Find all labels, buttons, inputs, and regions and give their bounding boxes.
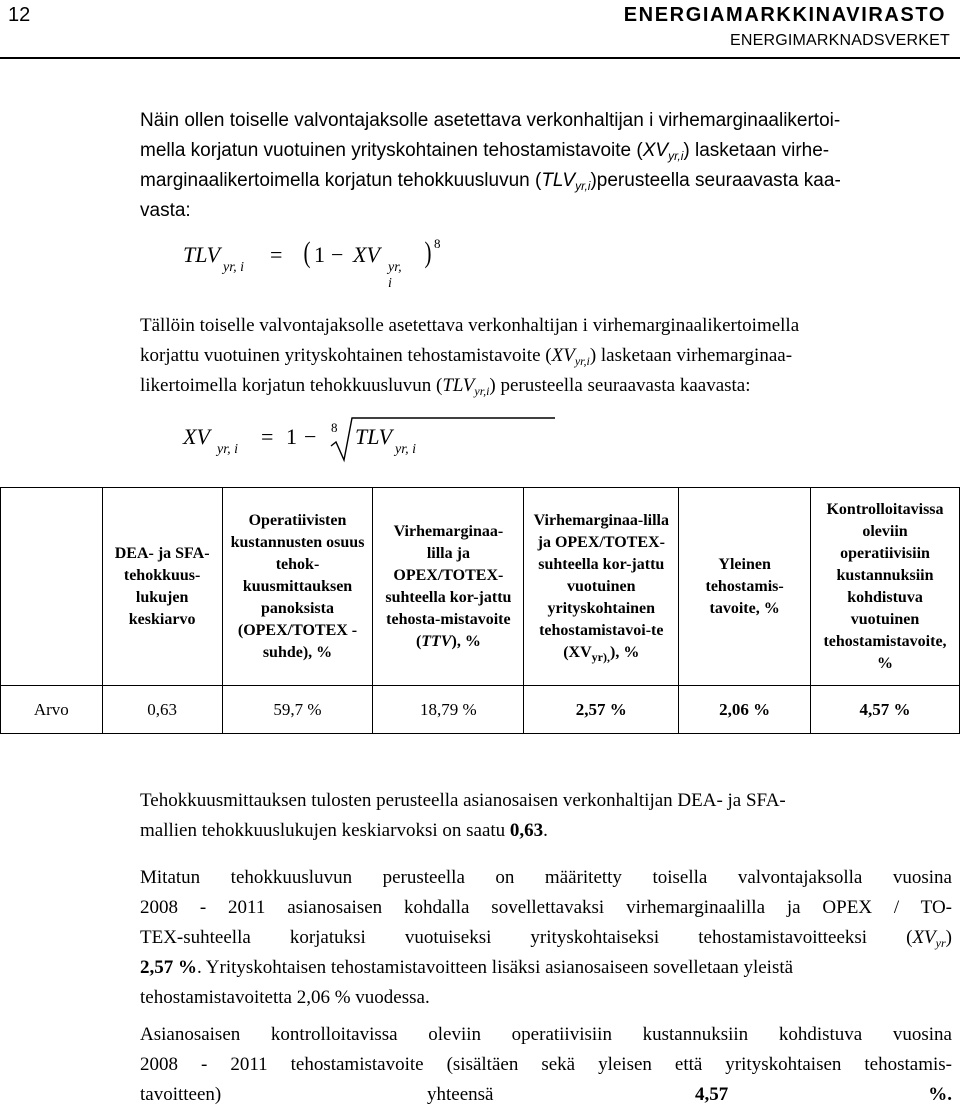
paragraph-2 — [140, 311, 952, 401]
table-cell: 59,7 % — [222, 686, 373, 734]
header-subtitle: ENERGIMARKNADSVERKET — [729, 32, 950, 49]
para4-line-1: Mitatun tehokkuusluvun perusteella on määritetty toisella valvontajaksolla vuosina — [140, 867, 952, 888]
table-header-row — [1, 488, 960, 686]
para5-line-3: tavoitteen) yhteensä 4,57 %. — [140, 1084, 952, 1105]
para5-line-1: Asianosaisen kontrolloitavissa oleviin operatiivisiin kustannuksiin kohdistuva vuosina — [140, 1024, 952, 1045]
paragraph-3 — [140, 786, 952, 846]
table-header-cell: Virhemarginaa-lilla ja OPEX/TOTEX-suhteella kor-jattu tehosta-mistavoite (TTV), % — [373, 488, 524, 686]
paragraph-5 — [140, 1020, 952, 1110]
table-cell: 0,63 — [102, 686, 222, 734]
table-header-cell — [1, 488, 103, 686]
para3-line-1: Tehokkuusmittauksen tulosten perusteella asianosaisen verkonhaltijan DEA- ja SFA- — [140, 790, 786, 811]
para2-line-1: Tällöin toiselle valvontajaksolle asetettava verkonhaltijan i virhemarginaalikertoimella — [140, 315, 800, 336]
table-cell: Arvo — [1, 686, 103, 734]
table-header-cell: DEA- ja SFA-tehokkuus-lukujen keskiarvo — [102, 488, 222, 686]
intro-line-3: marginaalikertoimella korjatun tehokkuusluvun $(TLV_{yr,i})perusteella$ seuraavasta kaa- — [140, 170, 841, 193]
intro-line-1: Näin ollen toiselle valvontajaksolle asetettava verkonhaltijan i virhemarginaalikertoi- — [140, 110, 841, 131]
para2-line-2: korjattu vuotuinen yrityskohtainen tehostamistavoite $(XV_{yr,i})$ lasketaan virhemarginaa- — [140, 345, 793, 368]
intro-line-4: vasta: — [140, 200, 191, 221]
table-cell: 18,79 % — [373, 686, 524, 734]
target-table — [0, 487, 960, 734]
header-title: ENERGIAMARKKINAVIRASTO — [623, 4, 946, 26]
table-cell: 2,57 % — [524, 686, 679, 734]
para3-line-2: mallien tehokkuuslukujen keskiarvoksi on saatu 0,63. — [140, 820, 548, 841]
page-number: 12 — [8, 4, 31, 26]
paragraph-4 — [140, 863, 952, 1013]
para2-line-3: likertoimella korjatun tehokkuusluvun $(TLV_{yr,i})$ perusteella seuraavasta kaavasta: — [140, 375, 751, 398]
formula-tlv: TLV yr, i = ( 1 − XV yr, i ) 8 — [183, 236, 441, 291]
para4-line-4: 2,57 %. Yrityskohtaisen tehostamistavoitteen lisäksi asianosaiseen sovelletaan yleistä — [140, 957, 794, 978]
para4-line-3: TEX-suhteella korjatuksi vuotuiseksi yrityskohtaiseksi tehostamistavoitteeksi $(XV_{yr})$ — [140, 927, 952, 950]
para4-line-2: 2008 - 2011 asianosaisen kohdalla sovellettavaksi virhemarginaalilla ja OPEX / TO- — [140, 897, 952, 918]
intro-paragraph — [140, 106, 952, 226]
para4-line-5: tehostamistavoitetta 2,06 % vuodessa. — [140, 987, 430, 1008]
intro-line-2: mella korjatun vuotuinen yrityskohtainen tehostamistavoite $(XV_{yr,i})$ lasketaan virhe- — [140, 140, 830, 163]
table-header-cell: Kontrolloitavissa oleviin operatiivisiin kustannuksiin kohdistuva vuotuinen tehostamistavoite, % — [811, 488, 960, 686]
table-row — [1, 686, 960, 734]
para5-line-2: 2008 - 2011 tehostamistavoite (sisältäen sekä yleisen että yrityskohtaisen tehostamis- — [140, 1054, 952, 1075]
page-header — [0, 0, 960, 59]
table-cell: 4,57 % — [811, 686, 960, 734]
table-cell: 2,06 % — [679, 686, 811, 734]
formula-xv: XV yr, i = 1 − 8 TLV yr, i — [183, 410, 443, 466]
table-header-cell: Yleinen tehostamis-tavoite, % — [679, 488, 811, 686]
table-header-cell: Virhemarginaa-lilla ja OPEX/TOTEX-suhteella kor-jattu vuotuinen yrityskohtainen tehostamistavoi-te $(XV_{yr),})$, % — [524, 488, 679, 686]
table-header-cell: Operatiivisten kustannusten osuus tehok-kuusmittauksen panoksista (OPEX/TOTEX -suhde), % — [222, 488, 373, 686]
